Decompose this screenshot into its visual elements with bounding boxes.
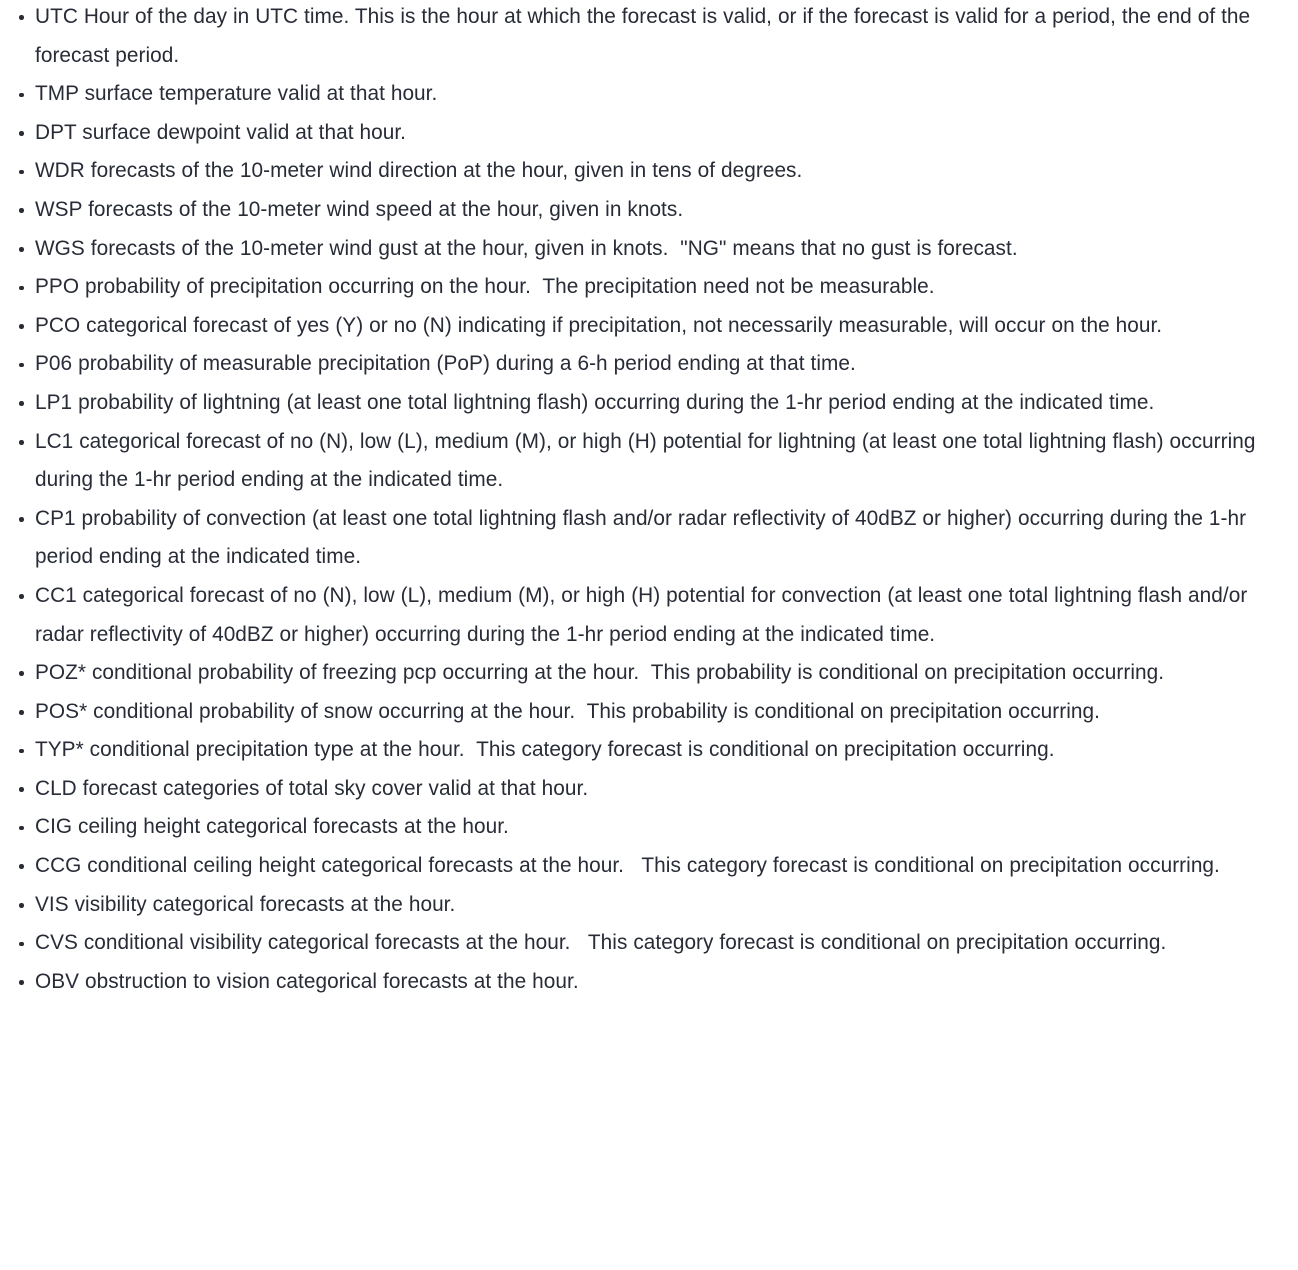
list-item [0,924,1290,963]
definition-text: VIS visibility categorical forecasts at the hour. [35,892,456,916]
definition-text: TYP* conditional precipitation type at the hour. This category forecast is conditional on precipitation occurring. [35,738,1055,762]
definition-text: WSP forecasts of the 10-meter wind speed at the hour, given in knots. [35,197,684,221]
list-item [0,114,1290,153]
definition-text: UTC Hour of the day in UTC time. This is the hour at which the forecast is valid, or if the forecast is valid for a period, the end of the forecast period. [35,5,1257,67]
definition-text: LC1 categorical forecast of no (N), low (L), medium (M), or high (H) potential for lightning (at least one total lightning flash) occurring during the 1-hr period ending at the indicated time. [35,429,1262,492]
definition-text: CIG ceiling height categorical forecasts at the hour. [35,815,509,839]
definition-text: CCG conditional ceiling height categorical forecasts at the hour. This category forecast is conditional on precipitation occurring. [35,854,1220,878]
list-item [0,307,1290,346]
list-item [0,0,1290,75]
list-item [0,963,1290,1002]
list-item [0,654,1290,693]
list-item [0,693,1290,732]
definition-text: CLD forecast categories of total sky cover valid at that hour. [35,776,589,800]
definition-text: TMP surface temperature valid at that hour. [35,82,438,106]
definition-text: WGS forecasts of the 10-meter wind gust at the hour, given in knots. "NG" means that no gust is forecast. [35,236,1018,260]
list-item [0,268,1290,307]
definition-text: POS* conditional probability of snow occurring at the hour. This probability is conditional on precipitation occurring. [35,699,1100,723]
list-item [0,345,1290,384]
definition-text: CVS conditional visibility categorical forecasts at the hour. This category forecast is conditional on precipitation occurring. [35,931,1167,955]
definition-text: POZ* conditional probability of freezing pcp occurring at the hour. This probability is conditional on precipitation occurring. [35,661,1165,685]
definition-text: DPT surface dewpoint valid at that hour. [35,120,406,144]
list-item [0,230,1290,269]
list-item [0,770,1290,809]
definition-text: PPO probability of precipitation occurring on the hour. The precipitation need not be measurable. [35,275,935,299]
list-item [0,423,1290,500]
list-item [0,75,1290,114]
list-item [0,808,1290,847]
list-item [0,886,1290,925]
list-item [0,500,1290,577]
list-item [0,731,1290,770]
list-item [0,191,1290,230]
list-item [0,847,1290,886]
definition-text: P06 probability of measurable precipitation (PoP) during a 6-h period ending at that time. [35,352,856,376]
definition-text: PCO categorical forecast of yes (Y) or no (N) indicating if precipitation, not necessarily measurable, will occur on the hour. [35,313,1163,337]
definition-text: LP1 probability of lightning (at least one total lightning flash) occurring during the 1-hr period ending at the indicated time. [35,390,1155,414]
definition-text: CC1 categorical forecast of no (N), low (L), medium (M), or high (H) potential for convection (at least one total lightning flash and/or radar reflectivity of 40dBZ or higher) occurring during the 1-hr period ending at the indicated time. [35,583,1254,646]
definition-text: OBV obstruction to vision categorical forecasts at the hour. [35,969,579,993]
list-item [0,152,1290,191]
definition-text: WDR forecasts of the 10-meter wind direction at the hour, given in tens of degrees. [35,159,803,183]
definition-text: CP1 probability of convection (at least one total lightning flash and/or radar reflectivity of 40dBZ or higher) occurring during the 1-hr period ending at the indicated time. [35,506,1253,569]
list-item [0,384,1290,423]
list-item [0,577,1290,654]
